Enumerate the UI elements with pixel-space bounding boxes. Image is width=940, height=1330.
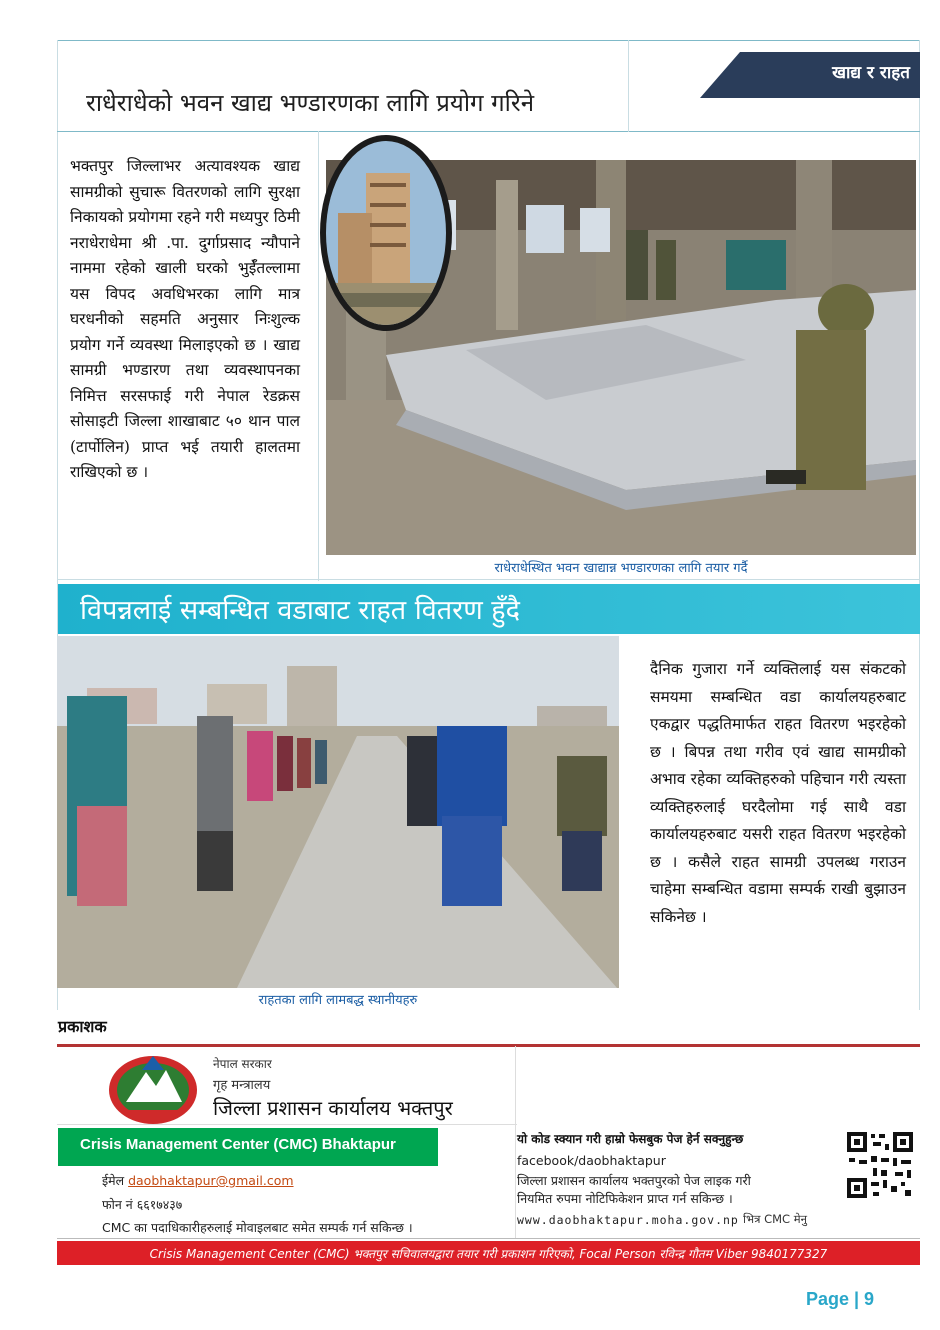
qr-code-icon[interactable] bbox=[845, 1130, 915, 1200]
footer-vertical-divider bbox=[515, 1046, 516, 1238]
frame-top-line bbox=[57, 40, 920, 41]
like-line-1: जिल्ला प्रशासन कार्यालय भक्तपुरको पेज लाइक गरी bbox=[517, 1173, 751, 1188]
cmc-name: Crisis Management Center (CMC) Bhaktapur bbox=[80, 1136, 396, 1153]
website-link[interactable]: www.daobhaktapur.moha.gov.np bbox=[517, 1213, 739, 1227]
relief-queue-photo bbox=[57, 636, 619, 988]
frame-right-line bbox=[919, 40, 920, 1010]
article2-body: दैनिक गुजारा गर्ने व्यक्तिलाई यस संकटको समयमा सम्बन्धित वडा कार्यालयहरुबाट एकद्वार पद्धतिमार्फत राहत वितरण भइरहेको छ । बिपन्न तथा गरीव एवं खाद्य सामग्रीको अभाव रहेका व्यक्तिहरुको पहिचान गरी त्यस्ता व्यक्तिहरुलाई घरदैलोमा गई साथै वडा कार्यालयहरुबाट यसरी राहत वितरण भइरहेको छ । कसैले राहत सामग्री उपलब्ध गराउन चाहेमा सम्बन्धित वडामा सम्पर्क राखी बुझाउन सकिनेछ । bbox=[650, 660, 906, 926]
article2-caption: राहतका लागि लामबद्ध स्थानीयहरु bbox=[258, 993, 418, 1008]
article1-caption: राधेराधेस्थित भवन खाद्यान्न भण्डारणका लागि तयार गर्दै bbox=[494, 561, 748, 576]
nepal-emblem-icon bbox=[106, 1050, 200, 1126]
publisher-label: प्रकाशक bbox=[58, 1017, 107, 1036]
gov-line-2: गृह मन्त्रालय bbox=[213, 1078, 271, 1093]
website-menu-note: भित्र CMC मेनु bbox=[743, 1212, 807, 1226]
credit-text: Crisis Management Center (CMC) भक्तपुर सचिवालयद्वारा तयार गरी प्रकाशन गरिएको, Focal Person रविन्द्र गौतम Viber 9840177327 bbox=[149, 1247, 828, 1261]
email-row bbox=[102, 1172, 294, 1189]
article1-headline: राधेराधेको भवन खाद्य भण्डारणका लागि प्रयोग गरिने bbox=[86, 89, 535, 117]
like-line-2: नियमित रुपमा नोटिफिकेशन प्राप्त गर्न सकिन्छ । bbox=[517, 1191, 733, 1206]
page-number: Page | 9 bbox=[806, 1289, 875, 1309]
title-vertical-separator bbox=[628, 40, 629, 132]
article2-headline: विपन्नलाई सम्बन्धित वडाबाट राहत वितरण हुँदै bbox=[80, 595, 520, 626]
phone-number: फोन नं ६६१७४३७ bbox=[102, 1197, 183, 1212]
email-link[interactable]: daobhaktapur@gmail.com bbox=[128, 1173, 294, 1188]
qr-title: यो कोड स्क्यान गरी हाम्रो फेसबुक पेज हेर्न सक्नुहुन्छ bbox=[517, 1132, 744, 1146]
article1-body: भक्तपुर जिल्लाभर अत्यावश्यक खाद्य सामग्रीको सुचारू वितरणको लागि सुरक्षा निकायको प्रयोगमा रहने गरी मध्यपुर ठिमी नराधेराधेमा श्री .पा. दुर्गाप्रसाद न्यौपाने नाममा रहेको खाली घरको भुईँतल्लामा यस विपद अवधिभरका लागि मात्र घरधनीको सहमति अनुसार निःशुल्क प्रयोग गर्ने व्यवस्था मिलाइएको छ । खाद्य सामग्री भण्डारण तथा व्यवस्थापनका निमित्त सरसफाई गरी नेपाल रेडक्रस सोसाइटी जिल्ला शाखाबाट ५० थान पाल (टार्पोलिन) प्राप्त भई तयारी हालतमा राखिएको छ । bbox=[70, 157, 300, 481]
footer-top-line bbox=[57, 1044, 920, 1047]
building-inset-photo bbox=[318, 133, 454, 333]
footer-bottom-line bbox=[57, 1238, 920, 1239]
title-separator bbox=[57, 131, 920, 132]
gov-line-3: जिल्ला प्रशासन कार्यालय भक्तपुर bbox=[213, 1096, 453, 1120]
facebook-link[interactable]: facebook/daobhaktapur bbox=[517, 1153, 666, 1168]
email-label: ईमेल bbox=[102, 1173, 125, 1188]
mobile-note: CMC का पदाधिकारीहरुलाई मोवाइलबाट समेत सम्पर्क गर्न सकिन्छ । bbox=[102, 1220, 413, 1235]
section-tag: खाद्य र राहत bbox=[832, 63, 910, 83]
gov-line-1: नेपाल सरकार bbox=[213, 1057, 272, 1071]
mid-separator bbox=[57, 579, 920, 580]
